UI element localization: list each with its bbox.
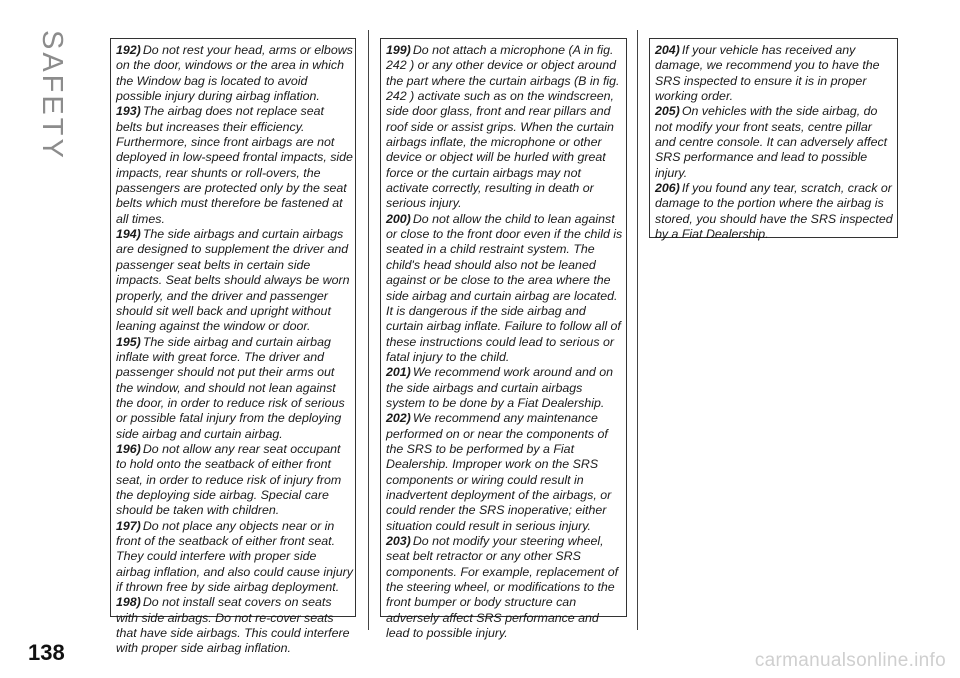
note-199: 199) Do not attach a microphone (A in fig. 242 ) or any other device or object around the part where the curtain airbags (B in fig. 242 ) activate such as on the windscreen, side door glass, front and rear pillars and roof side or assist grips. When the curtain airbags inflate, the microphone or other device or object will be hurled with great force or the curtain airbags may not activate correctly, resulting in death or serious injury. xyxy=(386,43,620,211)
warning-box-col3 xyxy=(649,38,898,242)
warning-box-col1 xyxy=(110,38,356,656)
note-197: 197) Do not place any objects near or in front of the seatback of either front seat. They could interfere with proper side airbag inflation, and also could cause injury if thrown free by side airbag deployment. xyxy=(116,518,353,595)
note-202: 202) We recommend any maintenance performed on or near the components of the SRS to be performed by a Fiat Dealership. Improper work on the SRS components or wiring could result in inadvertent deployment of the airbags, or could render the SRS inoperative; either situation could result in serious injury. xyxy=(386,411,612,533)
section-label xyxy=(32,30,72,170)
note-201: 201) We recommend work around and on the side airbags and curtain airbags system to be done by a Fiat Dealership. xyxy=(386,365,614,410)
note-193: 193) The airbag does not replace seat belts but increases their efficiency. Furthermore, since front airbags are not deployed in low-speed frontal impacts, side impacts, rear shunts or roll-overs, the passengers are protected only by the seat belts which must therefore be fastened at all times. xyxy=(116,104,353,226)
column-divider-2 xyxy=(637,30,638,630)
note-205: 205) On vehicles with the side airbag, do not modify your front seats, centre pillar and centre console. It can adversely affect SRS performance and lead to possible injury. xyxy=(655,104,888,180)
page-number: 138 xyxy=(28,640,65,665)
note-203: 203) Do not modify your steering wheel, seat belt retractor or any other SRS components. For example, replacement of the steering wheel, or modifications to the front bumper or body structure can adversely affect SRS performance and lead to possible injury. xyxy=(386,534,619,641)
note-196: 196) Do not allow any rear seat occupant to hold onto the seatback of either front seat, in order to reduce risk of injury from the deploying side airbag. Special care should be taken with children. xyxy=(116,441,342,518)
section-label-text: SAFETY xyxy=(36,30,68,161)
site-watermark: carmanualsonline.info xyxy=(754,650,946,671)
note-204: 204) If your vehicle has received any damage, we recommend you to have the SRS inspected to ensure it is in proper working order. xyxy=(655,43,880,104)
warning-box-col2 xyxy=(380,38,627,641)
note-200: 200) Do not allow the child to lean against or close to the front door even if the child is seated in a child restraint system. The child's head should also not be leaned against or be close to the area where the side airbag and curtain airbag are located. It is dangerous if the side airbag and curtain airbag inflate. Failure to follow all of these instructions could lead to serious or fatal injury to the child. xyxy=(386,211,623,364)
column-divider-1 xyxy=(368,30,369,630)
note-198: 198) Do not install seat covers on seats with side airbags. Do not re-cover seats that have side airbags. This could interfere with proper side airbag inflation. xyxy=(116,595,350,656)
note-195: 195) The side airbag and curtain airbag inflate with great force. The driver and passenger should not put their arms out the window, and should not lean against the door, in order to reduce risk of serious or possible fatal injury from the deploying side airbag and curtain airbag. xyxy=(116,334,345,441)
note-194: 194) The side airbags and curtain airbags are designed to supplement the driver and passenger seat belts in certain side impacts. Seat belts should always be worn properly, and the driver and passenger should sit well back and upright without leaning against the window or door. xyxy=(116,227,350,334)
note-192: 192) Do not rest your head, arms or elbows on the door, windows or the area in which the Window bag is located to avoid possible injury during airbag inflation. xyxy=(116,43,353,104)
note-206: 206) If you found any tear, scratch, crack or damage to the portion where the airbag is stored, you should have the SRS inspected by a Fiat Dealership. xyxy=(655,181,893,242)
